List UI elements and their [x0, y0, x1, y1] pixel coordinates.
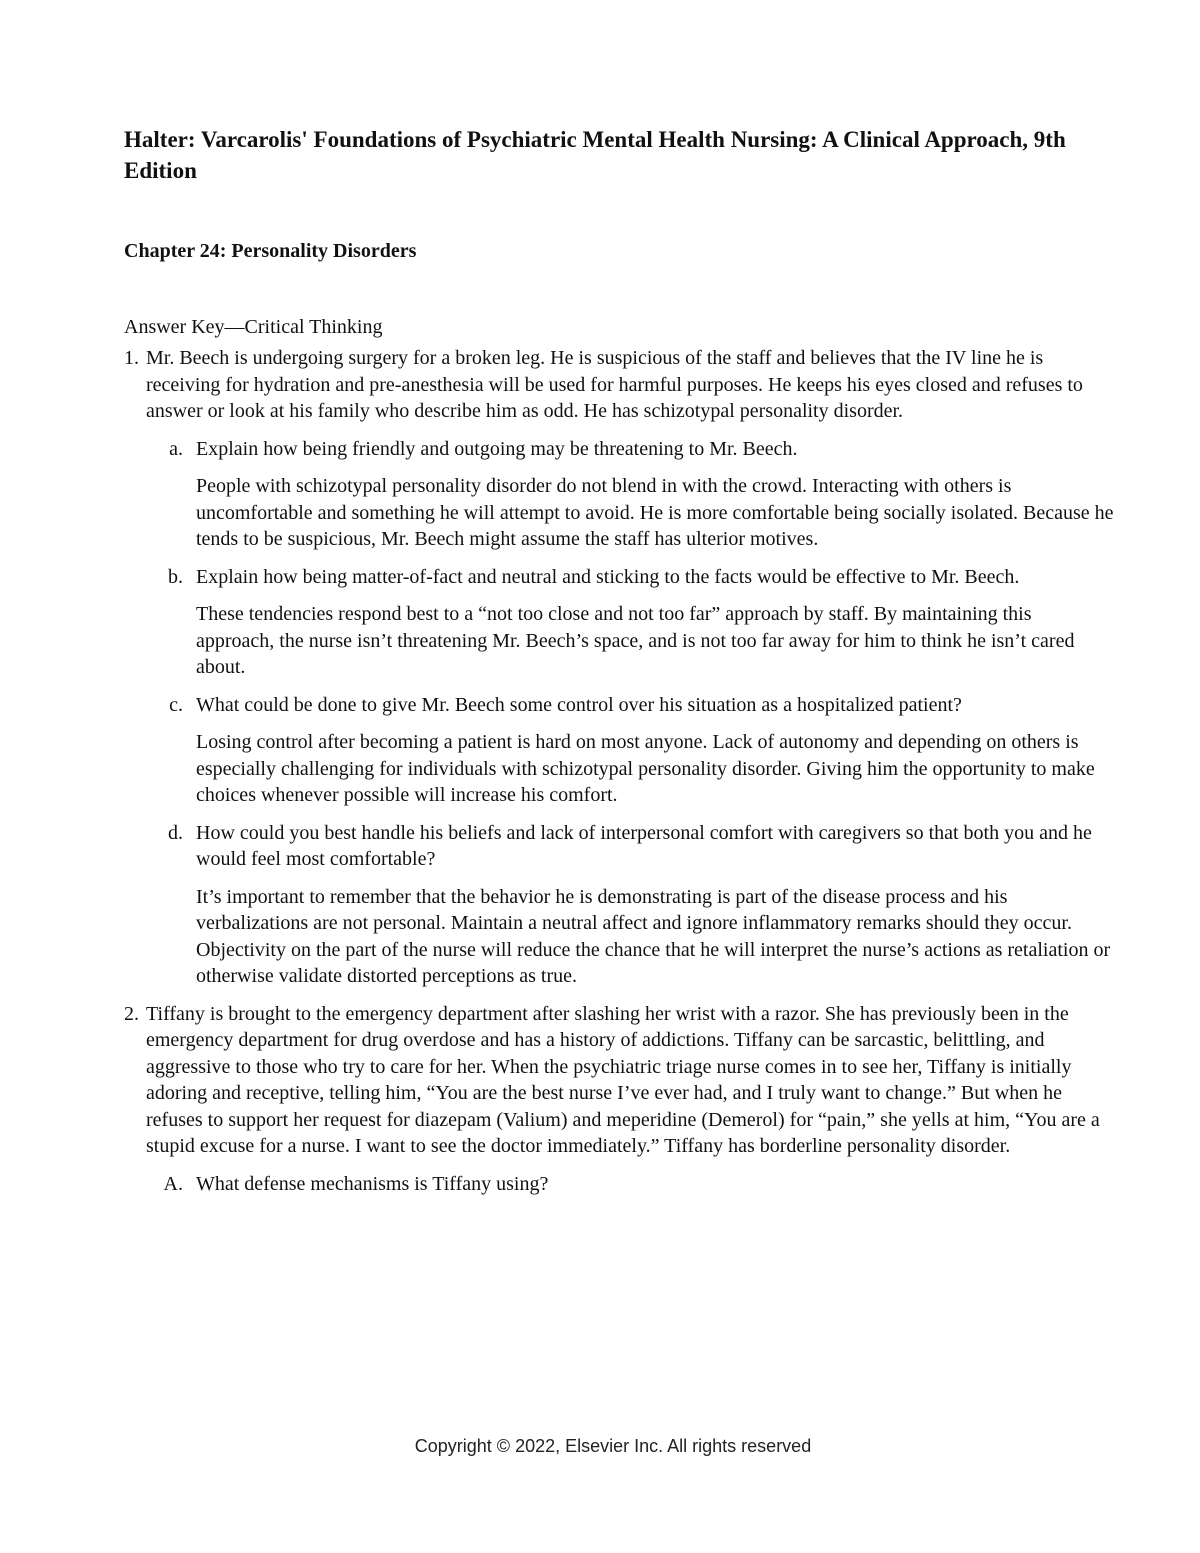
part-question: Explain how being matter-of-fact and neutral and sticking to the facts would be effective to Mr. Beech.: [196, 565, 1020, 588]
part-question: What could be done to give Mr. Beech some control over his situation as a hospitalized patient?: [196, 693, 962, 716]
part-letter: a.: [169, 437, 183, 460]
part-answer: Losing control after becoming a patient is hard on most anyone. Lack of autonomy and depending on others is especially challenging for individuals with schizotypal personality disorder. Giving him the opportunity to make choices whenever possible will increase his comfort.: [196, 731, 1095, 806]
chapter-heading: Chapter 24: Personality Disorders: [124, 240, 417, 262]
copyright-footer: Copyright © 2022, Elsevier Inc. All rights reserved: [414, 1436, 812, 1456]
question-number: 2.: [124, 1002, 139, 1025]
question-1a: [146, 436, 1114, 553]
question-1c: [146, 692, 1114, 809]
question-number: 1.: [124, 347, 139, 369]
part-question: Explain how being friendly and outgoing may be threatening to Mr. Beech.: [196, 437, 798, 460]
part-answer: These tendencies respond best to a “not too close and not too far” approach by staff. By maintaining this approach, the nurse isn’t threatening Mr. Beech’s space, and is not too far away for him to think he isn’t cared about.: [196, 603, 1075, 678]
question-text: Mr. Beech is undergoing surgery for a broken leg. He is suspicious of the staff and believes that the IV line he is receiving for hydration and pre-anesthesia will be used for harmful purposes. He keeps his eyes closed and refuses to answer or look at his family who describe him as odd. He has schizotypal personality disorder.: [146, 347, 1083, 422]
part-question: What defense mechanisms is Tiffany using?: [196, 1172, 549, 1195]
document-page: [124, 124, 1114, 1197]
question-1b: [146, 564, 1114, 681]
part-letter: d.: [168, 821, 183, 844]
section-heading: Answer Key—Critical Thinking: [124, 316, 383, 338]
question-text: Tiffany is brought to the emergency department after slashing her wrist with a razor. She has previously been in the emergency department for drug overdose and has a history of addictions. Tiffany can be sarcastic, belittling, and aggressive to those who try to care for her. When the psychiatric triage nurse comes in to see her, Tiffany is initially adoring and receptive, telling him, “You are the best nurse I’ve ever had, and I truly want to change.” But when he refuses to support her request for diazepam (Valium) and meperidine (Demerol) for “pain,” she yells at him, “You are a stupid excuse for a nurse. I want to see the doctor immediately.” Tiffany has borderline personality disorder.: [146, 1002, 1100, 1157]
part-letter: b.: [168, 565, 183, 588]
part-letter: c.: [169, 693, 183, 716]
question-2: [124, 1001, 1114, 1198]
question-1: [124, 345, 1114, 990]
part-answer: People with schizotypal personality disorder do not blend in with the crowd. Interacting with others is uncomfortable and something he will attempt to avoid. He is more comfortable being socially isolated. Because he tends to be suspicious, Mr. Beech might assume the staff has ulterior motives.: [196, 475, 1114, 550]
document-title: Halter: Varcarolis' Foundations of Psychiatric Mental Health Nursing: A Clinical Approach, 9th Edition: [124, 127, 1066, 183]
part-question: How could you best handle his beliefs and lack of interpersonal comfort with caregivers so that both you and he would feel most comfortable?: [196, 821, 1092, 870]
question-2a: [146, 1171, 1114, 1198]
question-1d: [146, 820, 1114, 990]
part-answer: It’s important to remember that the behavior he is demonstrating is part of the disease process and his verbalizations are not personal. Maintain a neutral affect and ignore inflammatory remarks should they occur. Objectivity on the part of the nurse will reduce the chance that he will interpret the nurse’s actions as retaliation or otherwise validate distorted perceptions as true.: [196, 885, 1111, 987]
part-letter: A.: [163, 1172, 183, 1195]
